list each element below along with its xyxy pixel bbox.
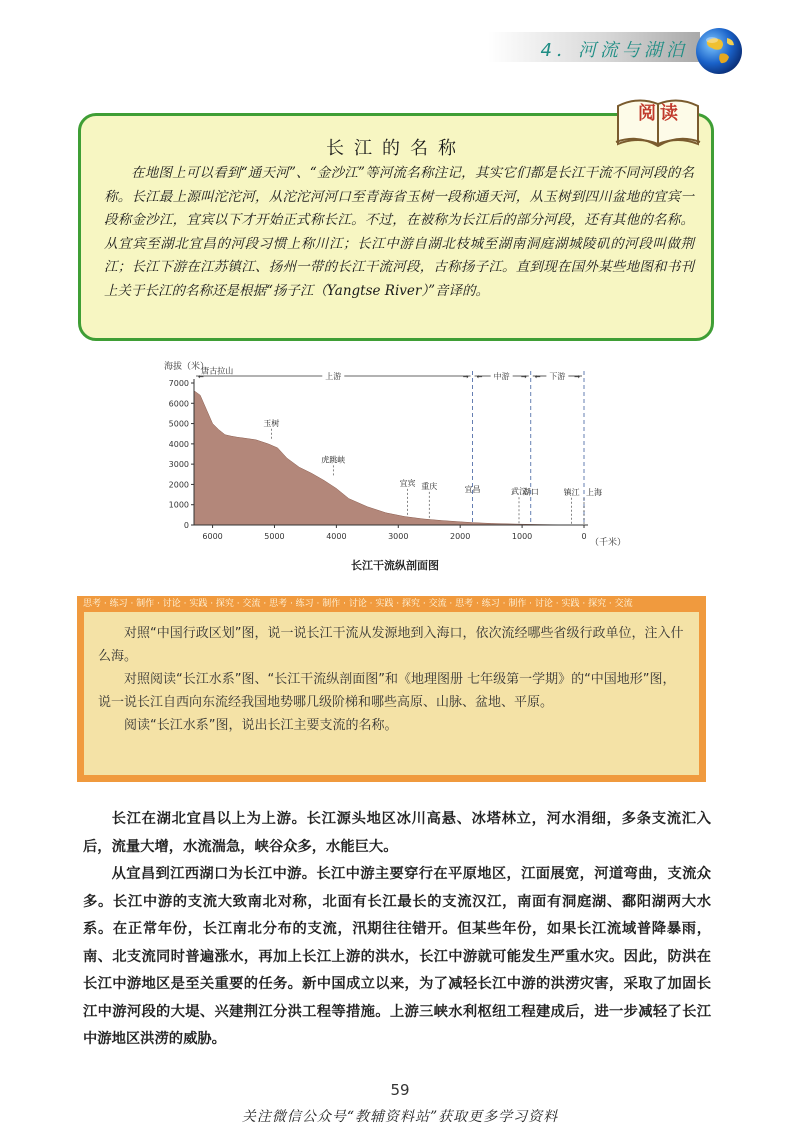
y-tick-label: 0: [183, 521, 189, 530]
segment-label: 下游: [549, 372, 566, 381]
main-paragraph-1: 长江在湖北宜昌以上为上游。长江源头地区冰川高悬、冰塔林立，河水涓细，多条支流汇入后，流量大增，水流湍急，峡谷众多，水能巨大。: [83, 811, 711, 855]
main-paragraph-2: 从宜昌到江西湖口为长江中游。长江中游主要穿行在平原地区，江面展宽，河道弯曲，支流众多。长江中游的支流大致南北对称，北面有长江最长的支流汉江，南面有洞庭湖、鄱阳湖两大水系。在正常年份，长江南北分布的支流，汛期往往错开。但某些年份，如果长江流域普降暴雨，南、北支流同时普遍涨水，再加上长江上游的洪水，长江中游就可能发生严重水灾。因此，防洪在长江中游地区是至关重要的任务。新中国成立以来，为了减轻长江中游的洪涝灾害，采取了加固长江中游河段的大堤、兴建荆江分洪工程等措施。上游三峡水利枢纽工程建成后，进一步减轻了长江中游地区洪涝的威胁。: [83, 866, 711, 1047]
segment-arrow-left: ←: [198, 373, 204, 381]
place-label: 虎跳峡: [321, 455, 346, 465]
page-number: 59: [390, 1081, 410, 1099]
x-tick-label: 0: [581, 532, 587, 541]
segment-arrow-right: →: [574, 373, 580, 381]
reading-badge: 阅读: [638, 103, 682, 124]
y-tick-label: 1000: [168, 500, 189, 510]
chart-title: 长江干流纵剖面图: [351, 559, 439, 572]
reading-body: 在地图上可以看到“通天河”、“金沙江”等河流名称注记，其实它们都是长江干流不同河段的名称。长江最上源叫沱沱河，从沱沱河河口至青海省玉树一段称通天河，从玉树到四川盆地的宜宾一段称金沙江，宜宾以下才开始正式称长江。不过，在被称为长江后的部分河段，还有其他的名称。从宜宾至湖北宜昌的河段习惯上称川江；长江中游自湖北枝城至湖南洞庭湖城陵矶的河段叫做荆江；长江下游在江苏镇江、扬州一带的长江干流河段，古称扬子江。直到现在国外某些地图和书刊上关于长江的名称还是根据“扬子江（Yangtse River）”音译的。: [104, 165, 694, 299]
chart-x-label: （千米）: [590, 538, 627, 548]
y-tick-label: 4000: [168, 439, 189, 449]
x-tick-label: 4000: [326, 532, 347, 541]
think-question-1: 对照“中国行政区划”图，说一说长江干流从发源地到入海口，依次流经哪些省级行政单位，注入什么海。: [98, 626, 684, 664]
footer-note: 关注微信公众号“教辅资料站”获取更多学习资料: [241, 1109, 559, 1125]
y-tick-label: 3000: [168, 460, 189, 470]
x-tick-label: 5000: [264, 532, 285, 541]
think-question-3: 阅读“长江水系”图，说出长江主要支流的名称。: [124, 718, 398, 733]
segment-arrow-right: →: [462, 373, 469, 381]
x-tick-label: 6000: [202, 532, 223, 541]
segment-arrow-left: ←: [534, 373, 541, 381]
globe-icon: [694, 26, 744, 76]
y-tick-label: 5000: [168, 419, 189, 429]
place-label: 宜宾: [399, 478, 416, 488]
place-label: 武汉: [511, 487, 527, 497]
place-label: 镇江: [563, 487, 580, 497]
y-tick-label: 6000: [168, 399, 189, 409]
place-label: 重庆: [421, 481, 438, 491]
think-question-2: 对照阅读“长江水系”图、“长江干流纵剖面图”和《地理图册 七年级第一学期》的“中国地形”图，说一说长江自西向东流经我国地势哪几级阶梯和哪些高原、山脉、盆地、平原。: [98, 672, 676, 710]
y-tick-label: 2000: [168, 480, 189, 490]
reading-title: 长江的名称: [326, 138, 466, 159]
place-label: 唐古拉山: [201, 366, 234, 376]
main-text: [83, 806, 711, 1054]
x-tick-label: 3000: [388, 532, 409, 541]
segment-label: 上游: [325, 372, 342, 381]
think-strip: 思考 · 练习 · 制作 · 讨论 · 实践 · 探究 · 交流 · 思考 · 练习 · 制作 · 讨论 · 实践 · 探究 · 交流 · 思考 · 练习 · 制作 · 讨论 · 实践 · 探究 · 交流: [77, 596, 706, 612]
place-label: 宜昌: [464, 485, 481, 495]
segment-arrow-left: ←: [476, 373, 483, 381]
y-tick-label: 7000: [168, 379, 189, 388]
profile-area: [194, 391, 584, 525]
chapter-title: 4．河流与湖泊: [540, 40, 688, 61]
chart-y-label: 海拔（米）: [164, 362, 210, 372]
place-label: 湖口: [522, 487, 539, 497]
think-questions: [98, 622, 688, 737]
yangtze-profile-chart: [150, 355, 640, 580]
segment-label: 中游: [493, 372, 510, 381]
x-tick-label: 1000: [511, 532, 533, 541]
segment-arrow-right: →: [520, 373, 527, 381]
place-label: 上海: [586, 488, 602, 497]
place-label: 玉树: [263, 418, 280, 428]
x-tick-label: 2000: [450, 532, 471, 541]
